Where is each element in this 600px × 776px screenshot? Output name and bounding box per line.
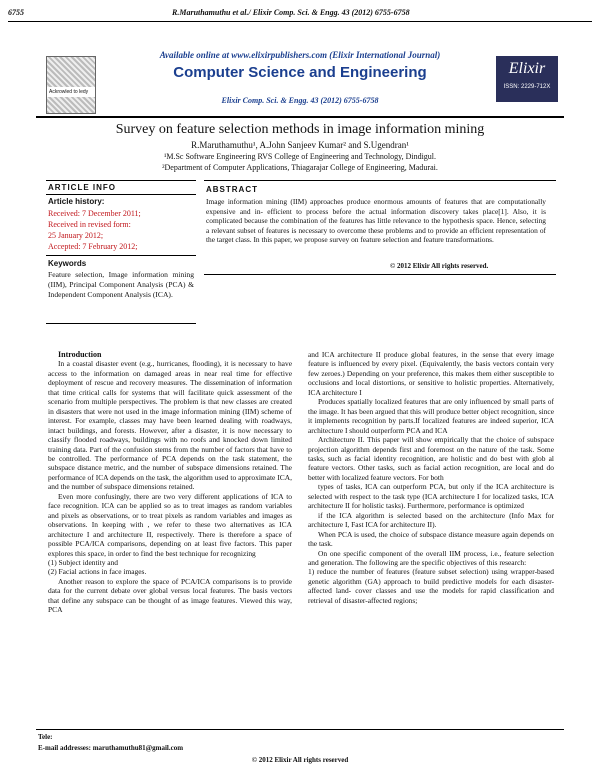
introduction-heading: Introduction xyxy=(58,350,102,359)
body-paragraph: When PCA is used, the choice of subspace distance measure again depends on the task. xyxy=(308,529,554,549)
journal-name: Computer Science and Engineering xyxy=(173,64,427,81)
abstract-heading: ABSTRACT xyxy=(206,185,258,194)
affiliation-2: ²Department of Computer Applications, Thiagarajar College of Engineering, Madurai. xyxy=(162,163,438,172)
footer-tele: Tele: xyxy=(38,733,53,741)
footer-email: E-mail addresses: maruthamuthu81@gmail.com xyxy=(38,744,184,752)
paper-authors: R.Maruthamuthu¹, A.John Sanjeev Kumar² and S.Ugendran¹ xyxy=(191,140,409,150)
body-list-item: (2) Facial actions in face images. xyxy=(48,567,147,577)
masthead-rule xyxy=(36,116,564,118)
body-right-column xyxy=(308,350,554,605)
elixir-logo xyxy=(496,56,558,102)
info-top-rule xyxy=(46,180,196,181)
body-paragraph: In a coastal disaster event (e.g., hurricanes, flooding), it is necessary to have access to the information on damaged areas in near real time for effective deployment of rescue and recovery measures. The dissemination of information that time critical calls for systems that will facilitate quick assessment of the scenario from multiple perspectives. The problem is that new classes are created in disasters that were not used in the image information mining (IIM) scheme of interest. For example, classes may have been learned dealing with roadways, intact buildings, and forests. However, after a disaster, it is now necessary to classify flooded roadways, buildings with no roofs and knocked down limited training data. Part of the confusion stems from the number of factors that have to be controlled. The performance of PCA depends on the task statement, the subspace distance metric, and the number of subspace dimensions retained. The performance of ICA depends on the task, the algorithm used to approximate ICA, and the number of subspace dimensions retained. xyxy=(48,359,292,492)
abstract-top-rule xyxy=(204,180,556,181)
info-bottom-rule xyxy=(46,323,196,324)
article-history-label: Article history: xyxy=(48,197,105,206)
publisher-logo-text: Ackrowled to ledy xyxy=(47,87,95,97)
article-info-heading: ARTICLE INFO xyxy=(48,183,116,192)
header-rule xyxy=(8,21,592,22)
abstract-copyright: © 2012 Elixir All rights reserved. xyxy=(390,262,489,270)
history-line: Accepted: 7 February 2012; xyxy=(48,242,138,251)
abstract-bottom-rule xyxy=(204,274,556,275)
keywords-list: Feature selection, Image information mining (IIM), Principal Component Analysis (PCA) & Independent Component Analysis (ICA). xyxy=(48,270,194,299)
body-paragraph: and ICA architecture II produce global features, in the sense that every image feature is influenced by every pixel. (Equivalently, the basis vectors contain very few zeroes.) Depending on your preference, this makes them either susceptible to occlusions and local distortions, or sensitive to holistic properties. Alternatively, ICA architecture I xyxy=(308,350,554,397)
running-citation: R.Maruthamuthu et al./ Elixir Comp. Sci. & Engg. 43 (2012) 6755-6758 xyxy=(172,8,410,17)
body-list-item: (1) Subject identity and xyxy=(48,557,119,567)
elixir-issn: ISSN: 2229-712X xyxy=(503,84,551,90)
body-paragraph: Architecture II. This paper will show empirically that the choice of subspace projection algorithm depends first and foremost on the nature of the task. Some tasks, such as facial identity recognition, are holistic and do best with glob al feature vectors. Other tasks, such as facial action recognition, are local and do better with localized feature vectors. For both xyxy=(308,435,554,482)
footer-rule xyxy=(36,729,564,730)
info-mid-rule xyxy=(46,194,196,195)
elixir-logo-name: Elixir xyxy=(508,60,546,77)
history-line: Received: 7 December 2011; xyxy=(48,209,141,218)
history-line: 25 January 2012; xyxy=(48,231,104,240)
body-left-column xyxy=(48,350,292,615)
body-paragraph: On one specific component of the overall IIM process, i.e., feature selection and generation. The following are the specific objectives of this research: xyxy=(308,548,554,567)
body-paragraph: types of tasks, ICA can outperform PCA, but only if the ICA architecture is selected with respect to the task type (ICA architecture I for localized tasks, ICA architecture II for holistic tasks). Furthermore, performance is optimized xyxy=(308,482,554,511)
page-number: 6755 xyxy=(8,8,24,17)
available-online-line: Available online at www.elixirpublishers.com (Elixir International Journal) xyxy=(159,50,441,60)
journal-reference: Elixir Comp. Sci. & Engg. 43 (2012) 6755-6758 xyxy=(221,96,379,105)
history-line: Received in revised form: xyxy=(48,220,131,229)
keywords-label: Keywords xyxy=(48,259,87,268)
abstract-text: Image information mining (IIM) approaches produce enormous amounts of features that are computationally expensive and in- efficient to process before the actual information discovery takes place[1]. Also, it is complicated because the combination of the features has little relevance to the hypothesis space. Hence, selecting a relevant subset of features is necessary to overcome these problems and to provide an efficient representation of the target class. In this paper, we propose survey on feature selection and feature transformations. xyxy=(206,197,546,244)
keywords-rule xyxy=(46,255,196,256)
article-history xyxy=(48,208,198,252)
body-paragraph: Produces spatially localized features that are only influenced by small parts of the image. It has been argued that this will produce better object recognition, since it implements recognition by parts.If localized features are indeed superior, ICA architecture I should outperform PCA and ICA xyxy=(308,397,554,435)
affiliation-1: ¹M.Sc Software Engineering RVS College of Engineering and Technology, Dindigul. xyxy=(163,152,437,161)
body-paragraph: Another reason to explore the space of PCA/ICA comparisons is to provide data for the current debate over global versus local features. The basis vectors that define any subspace can be thought of as image features. Viewed this way, PCA xyxy=(48,576,292,615)
body-paragraph: if the ICA algorithm is selected based on the architecture (Info Max for architecture I, Fast ICA for architecture II). xyxy=(308,510,554,530)
footer-copyright: © 2012 Elixir All rights reserved xyxy=(251,756,349,764)
body-paragraph: 1) reduce the number of features (feature subset selection) using wrapper-based genetic algorithm (GA) approach to build predictive models for each disaster-affected land- cover classes and use the models for rapid classification and retrieval of disaster-affected regions; xyxy=(308,567,554,605)
body-paragraph: Even more confusingly, there are two very different applications of ICA to face recognition. ICA can be applied so as to treat images as random variables and pixels as observations, or to treat pixels as random variables and images as observations. In keeping with , we refer to these two alternatives as ICA architecture I and architecture II, respectively. There is therefore a space of possible PCA/ICA comparisons, depending on at least five factors. This paper explores this space, in order to find the best technique for recognizing xyxy=(48,491,292,558)
paper-title: Survey on feature selection methods in image information mining xyxy=(115,122,485,137)
